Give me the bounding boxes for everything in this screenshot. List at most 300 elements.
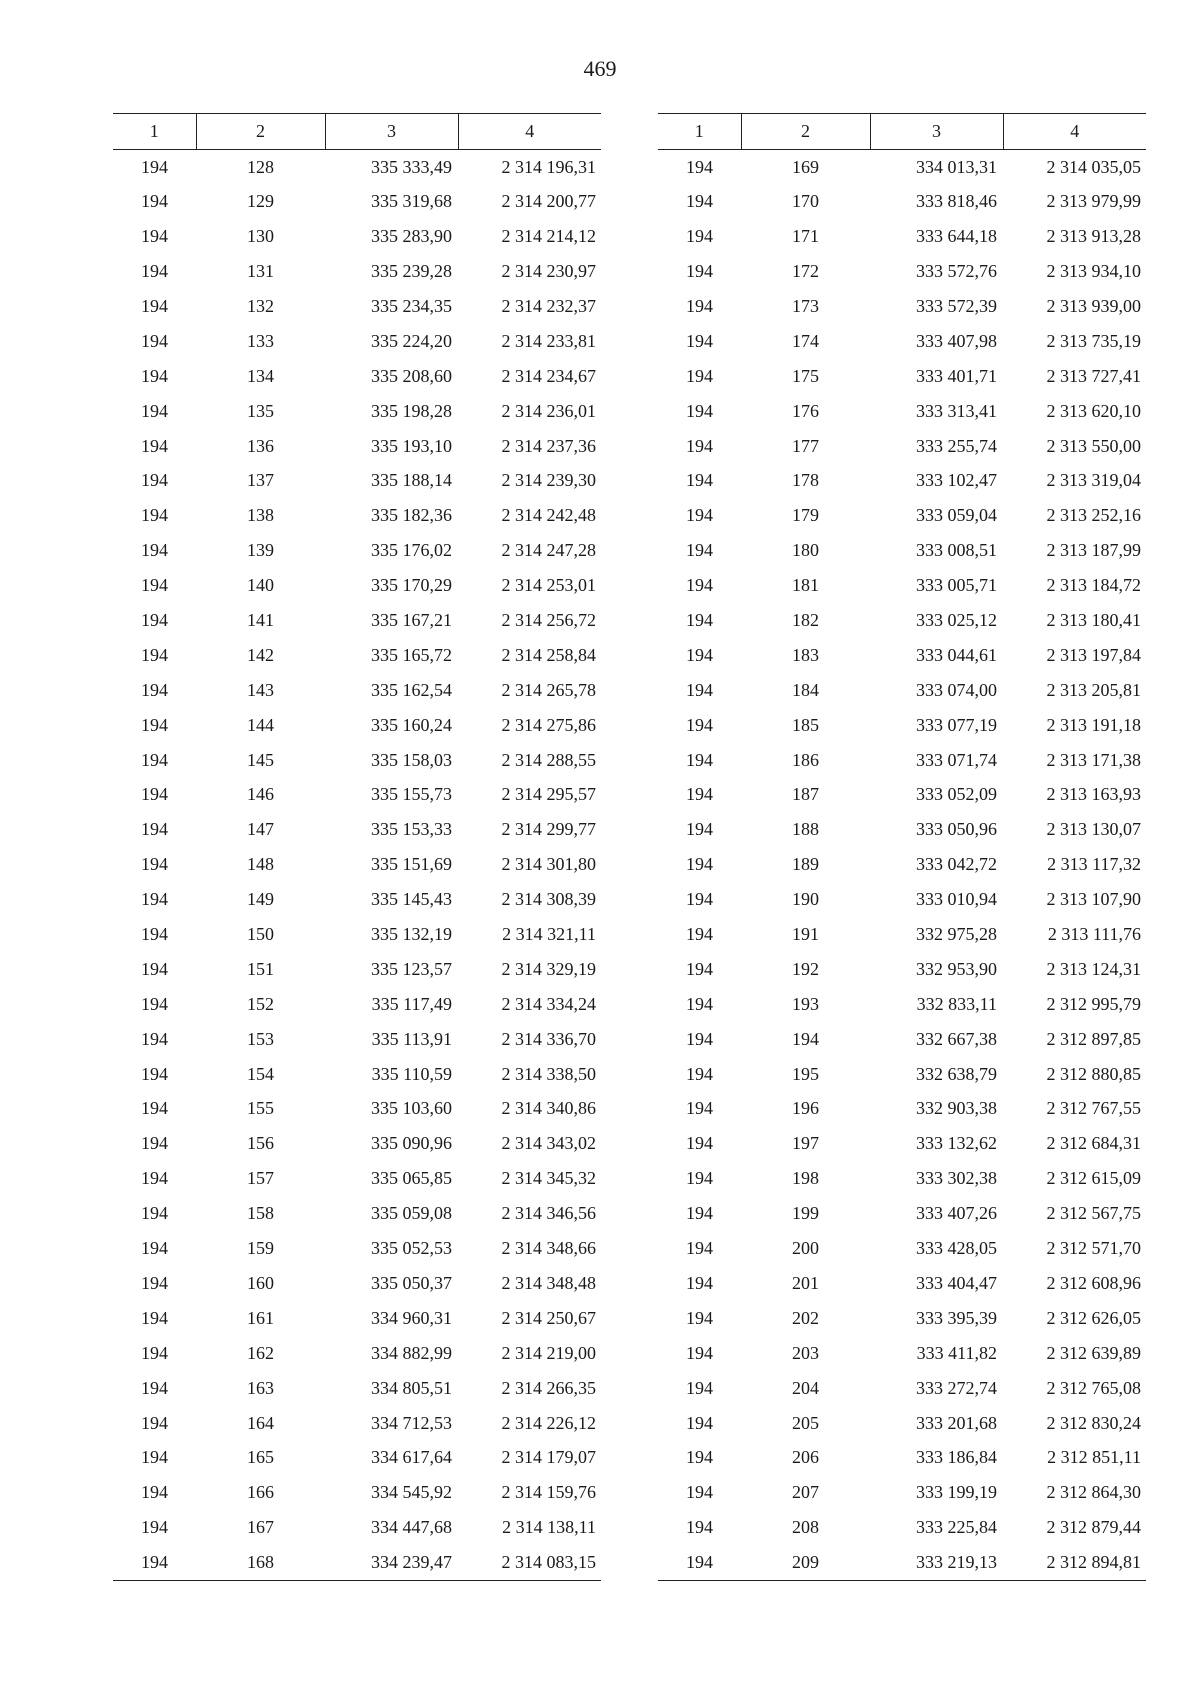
coordinate-x-cell: 333 074,00	[916, 679, 997, 700]
table-row	[113, 1475, 601, 1510]
coordinate-y-cell: 2 312 830,24	[1046, 1412, 1141, 1433]
point-group-cell: 194	[686, 1098, 713, 1119]
table-row	[658, 1231, 1146, 1266]
point-group-cell: 194	[141, 505, 168, 526]
point-group-cell: 194	[686, 610, 713, 631]
column-header: 1	[658, 114, 741, 150]
coordinate-x-cell: 333 272,74	[916, 1377, 997, 1398]
table-row	[658, 1475, 1146, 1510]
table-row	[658, 1057, 1146, 1092]
coordinate-x-cell: 333 404,47	[916, 1272, 997, 1293]
point-group-cell: 194	[141, 644, 168, 665]
coordinate-x-cell: 333 071,74	[916, 749, 997, 770]
table-row	[658, 638, 1146, 673]
coordinate-x-cell: 335 050,37	[371, 1272, 452, 1293]
point-number-cell: 172	[792, 261, 819, 282]
point-group-cell: 194	[141, 365, 168, 386]
coordinate-x-cell: 332 667,38	[916, 1028, 997, 1049]
point-number-cell: 203	[792, 1342, 819, 1363]
coordinate-x-cell: 335 170,29	[371, 575, 452, 596]
point-group-cell: 194	[141, 1063, 168, 1084]
column-header: 2	[741, 114, 870, 150]
point-group-cell: 194	[686, 575, 713, 596]
table-row	[113, 1301, 601, 1336]
coordinate-y-cell: 2 314 256,72	[501, 610, 596, 631]
point-number-cell: 204	[792, 1377, 819, 1398]
point-number-cell: 177	[792, 435, 819, 456]
point-number-cell: 164	[247, 1412, 274, 1433]
table-row	[113, 917, 601, 952]
table-row	[658, 1301, 1146, 1336]
table-row	[113, 1161, 601, 1196]
point-group-cell: 194	[141, 470, 168, 491]
coordinate-x-cell: 335 208,60	[371, 365, 452, 386]
coordinate-y-cell: 2 314 343,02	[501, 1133, 596, 1154]
point-group-cell: 194	[141, 679, 168, 700]
coordinate-y-cell: 2 313 124,31	[1046, 958, 1141, 979]
coordinate-x-cell: 333 395,39	[916, 1307, 997, 1328]
point-group-cell: 194	[141, 156, 168, 177]
coordinate-x-cell: 335 132,19	[371, 924, 452, 945]
point-number-cell: 174	[792, 330, 819, 351]
coordinate-y-cell: 2 313 171,38	[1046, 749, 1141, 770]
table-row	[658, 464, 1146, 499]
coordinate-x-cell: 332 975,28	[916, 924, 997, 945]
table-row	[113, 254, 601, 289]
coordinate-y-cell: 2 312 639,89	[1046, 1342, 1141, 1363]
table-row	[658, 917, 1146, 952]
coordinate-x-cell: 333 025,12	[916, 610, 997, 631]
point-group-cell: 194	[686, 505, 713, 526]
point-group-cell: 194	[686, 819, 713, 840]
coordinate-x-cell: 333 008,51	[916, 540, 997, 561]
point-group-cell: 194	[141, 1482, 168, 1503]
point-group-cell: 194	[141, 1412, 168, 1433]
coordinate-y-cell: 2 314 329,19	[501, 958, 596, 979]
table-row	[658, 359, 1146, 394]
coordinate-x-cell: 335 193,10	[371, 435, 452, 456]
point-number-cell: 179	[792, 505, 819, 526]
coordinate-y-cell: 2 314 234,67	[501, 365, 596, 386]
column-header: 1	[113, 114, 196, 150]
point-number-cell: 136	[247, 435, 274, 456]
coordinate-y-cell: 2 314 266,35	[501, 1377, 596, 1398]
point-number-cell: 190	[792, 889, 819, 910]
point-number-cell: 180	[792, 540, 819, 561]
coordinate-y-cell: 2 314 230,97	[501, 261, 596, 282]
column-header: 2	[196, 114, 325, 150]
coordinate-y-cell: 2 314 334,24	[501, 993, 596, 1014]
point-number-cell: 145	[247, 749, 274, 770]
point-number-cell: 165	[247, 1447, 274, 1468]
table-row	[658, 673, 1146, 708]
point-number-cell: 162	[247, 1342, 274, 1363]
table-row	[113, 1022, 601, 1057]
coordinate-y-cell: 2 313 180,41	[1046, 610, 1141, 631]
point-group-cell: 194	[686, 296, 713, 316]
coordinate-y-cell: 2 314 275,86	[501, 714, 596, 735]
point-group-cell: 194	[141, 1203, 168, 1224]
point-group-cell: 194	[141, 993, 168, 1014]
table-row	[113, 219, 601, 254]
coordinate-y-cell: 2 314 035,05	[1046, 156, 1141, 177]
coordinate-y-cell: 2 314 242,48	[501, 505, 596, 526]
table-row	[658, 1196, 1146, 1231]
coordinate-x-cell: 335 153,33	[371, 819, 452, 840]
coordinate-y-cell: 2 312 897,85	[1046, 1028, 1141, 1049]
table-row	[658, 429, 1146, 464]
coordinate-x-cell: 333 572,76	[916, 261, 997, 282]
table-row	[658, 533, 1146, 568]
coordinate-x-cell: 333 407,98	[916, 330, 997, 351]
point-number-cell: 187	[792, 784, 819, 805]
point-number-cell: 163	[247, 1377, 274, 1398]
coordinate-y-cell: 2 314 250,67	[501, 1307, 596, 1328]
point-group-cell: 194	[686, 191, 713, 212]
point-group-cell: 194	[141, 330, 168, 351]
point-number-cell: 153	[247, 1028, 274, 1049]
point-group-cell: 194	[686, 1307, 713, 1328]
coordinate-x-cell: 332 833,11	[916, 993, 997, 1014]
point-group-cell: 194	[141, 784, 168, 805]
coordinate-y-cell: 2 314 138,11	[502, 1517, 596, 1538]
point-number-cell: 209	[741, 1545, 870, 1580]
point-number-cell: 151	[247, 958, 274, 979]
table-row	[113, 359, 601, 394]
point-group-cell: 194	[141, 226, 168, 247]
point-number-cell: 178	[792, 470, 819, 491]
point-group-cell: 194	[141, 191, 168, 212]
coordinate-x-cell: 335 117,49	[371, 993, 452, 1014]
point-number-cell: 188	[792, 819, 819, 840]
column-header: 4	[1003, 114, 1146, 150]
point-group-cell: 194	[686, 156, 713, 177]
table-body	[658, 150, 1146, 1581]
coordinate-y-cell: 2 312 880,85	[1046, 1063, 1141, 1084]
point-group-cell: 194	[686, 644, 713, 665]
coordinate-y-cell: 2 314 233,81	[501, 330, 596, 351]
coordinate-y-cell: 2 313 550,00	[1046, 435, 1141, 456]
point-group-cell: 194	[686, 365, 713, 386]
coordinate-x-cell: 333 042,72	[916, 854, 997, 875]
coordinate-y-cell: 2 314 258,84	[501, 644, 596, 665]
coordinate-y-cell: 2 314 083,15	[458, 1545, 601, 1580]
table-row	[658, 1545, 1146, 1580]
table-row	[113, 464, 601, 499]
coordinate-y-cell: 2 314 179,07	[501, 1447, 596, 1468]
point-group-cell: 194	[686, 1133, 713, 1154]
coordinate-y-cell: 2 313 184,72	[1046, 575, 1141, 596]
table-row	[113, 952, 601, 987]
coordinate-y-cell: 2 312 615,09	[1046, 1168, 1141, 1189]
table-row	[658, 219, 1146, 254]
table-row	[113, 1231, 601, 1266]
point-number-cell: 129	[247, 191, 274, 212]
coordinate-y-cell: 2 314 226,12	[501, 1412, 596, 1433]
point-number-cell: 134	[247, 365, 274, 386]
point-group-cell: 194	[141, 1377, 168, 1398]
table-row	[113, 1126, 601, 1161]
point-number-cell: 208	[792, 1517, 819, 1538]
coordinate-y-cell: 2 313 934,10	[1046, 261, 1141, 282]
coordinate-x-cell: 333 644,18	[916, 226, 997, 247]
coordinate-x-cell: 334 545,92	[371, 1482, 452, 1503]
table-row	[113, 847, 601, 882]
coordinate-y-cell: 2 314 308,39	[501, 889, 596, 910]
point-group-cell: 194	[141, 1342, 168, 1363]
point-number-cell: 161	[247, 1307, 274, 1328]
point-number-cell: 193	[792, 993, 819, 1014]
point-group-cell: 194	[686, 1272, 713, 1293]
table-row	[113, 708, 601, 743]
point-group-cell: 194	[141, 400, 168, 421]
point-number-cell: 166	[247, 1482, 274, 1503]
table-row	[113, 498, 601, 533]
table-body	[113, 150, 601, 1581]
coordinate-x-cell: 335 090,96	[371, 1133, 452, 1154]
coordinate-x-cell: 335 165,72	[371, 644, 452, 665]
point-group-cell: 194	[686, 1342, 713, 1363]
point-group-cell: 194	[141, 854, 168, 875]
coordinate-x-cell: 335 283,90	[371, 226, 452, 247]
point-number-cell: 171	[792, 226, 819, 247]
point-number-cell: 140	[247, 575, 274, 596]
point-number-cell: 201	[792, 1272, 819, 1293]
point-number-cell: 195	[792, 1063, 819, 1084]
point-number-cell: 198	[792, 1168, 819, 1189]
coordinate-x-cell: 333 050,96	[916, 819, 997, 840]
table-row	[658, 1092, 1146, 1127]
table-row	[658, 603, 1146, 638]
point-group-cell: 194	[141, 749, 168, 770]
coordinate-y-cell: 2 313 130,07	[1046, 819, 1141, 840]
coordinate-y-cell: 2 314 200,77	[501, 191, 596, 212]
point-group-cell: 194	[686, 330, 713, 351]
point-number-cell: 197	[792, 1133, 819, 1154]
coordinate-y-cell: 2 313 117,32	[1047, 854, 1141, 875]
point-number-cell: 146	[247, 784, 274, 805]
point-group-cell: 194	[686, 1412, 713, 1433]
table-row	[113, 150, 601, 185]
point-group-cell: 194	[141, 610, 168, 631]
point-group-cell: 194	[686, 1063, 713, 1084]
coordinate-x-cell: 335 155,73	[371, 784, 452, 805]
point-number-cell: 181	[792, 575, 819, 596]
point-group-cell: 194	[686, 784, 713, 805]
coordinate-x-cell: 335 158,03	[371, 749, 452, 770]
table-row	[658, 394, 1146, 429]
point-group-cell: 194	[686, 854, 713, 875]
point-group-cell: 194	[686, 1377, 713, 1398]
table-row	[113, 1196, 601, 1231]
coordinate-x-cell: 333 077,19	[916, 714, 997, 735]
coordinate-x-cell: 334 447,68	[371, 1517, 452, 1538]
coordinate-y-cell: 2 312 684,31	[1046, 1133, 1141, 1154]
table-row	[113, 1545, 601, 1580]
point-group-cell: 194	[141, 924, 168, 945]
coordinate-y-cell: 2 314 295,57	[501, 784, 596, 805]
point-group-cell: 194	[141, 1168, 168, 1189]
point-group-cell: 194	[141, 540, 168, 561]
coordinate-y-cell: 2 313 197,84	[1046, 644, 1141, 665]
table-row	[658, 289, 1146, 324]
table-row	[113, 394, 601, 429]
coordinate-x-cell: 332 953,90	[916, 958, 997, 979]
table-row	[113, 533, 601, 568]
point-group-cell: 194	[141, 1307, 168, 1328]
table-row	[113, 812, 601, 847]
point-number-cell: 160	[247, 1272, 274, 1293]
point-number-cell: 144	[247, 714, 274, 735]
column-header: 3	[325, 114, 458, 150]
table-row	[658, 1161, 1146, 1196]
point-number-cell: 159	[247, 1238, 274, 1259]
point-number-cell: 167	[247, 1517, 274, 1538]
point-group-cell: 194	[686, 958, 713, 979]
coordinate-y-cell: 2 312 608,96	[1046, 1272, 1141, 1293]
coordinates-table-right	[658, 113, 1146, 1581]
point-group-cell: 194	[141, 1517, 168, 1538]
table-header-row	[113, 114, 601, 150]
point-group-cell: 194	[141, 296, 168, 316]
point-number-cell: 130	[247, 226, 274, 247]
point-number-cell: 139	[247, 540, 274, 561]
coordinate-y-cell: 2 313 735,19	[1046, 330, 1141, 351]
point-group-cell: 194	[141, 1133, 168, 1154]
table-row	[113, 324, 601, 359]
point-group-cell: 194	[141, 1098, 168, 1119]
coordinate-y-cell: 2 313 111,76	[1047, 924, 1141, 945]
point-number-cell: 207	[792, 1482, 819, 1503]
coordinate-x-cell: 334 712,53	[371, 1412, 452, 1433]
point-number-cell: 183	[792, 644, 819, 665]
coordinate-x-cell: 335 162,54	[371, 679, 452, 700]
point-number-cell: 189	[792, 854, 819, 875]
point-number-cell: 131	[247, 261, 274, 282]
table-row	[658, 743, 1146, 778]
point-group-cell: 194	[141, 435, 168, 456]
point-number-cell: 158	[247, 1203, 274, 1224]
point-number-cell: 138	[247, 505, 274, 526]
point-group-cell: 194	[686, 1238, 713, 1259]
table-row	[113, 289, 601, 324]
table-row	[113, 1440, 601, 1475]
coordinate-y-cell: 2 312 571,70	[1046, 1238, 1141, 1259]
coordinate-x-cell: 335 113,91	[371, 1028, 452, 1049]
table-row	[113, 987, 601, 1022]
column-header: 3	[870, 114, 1003, 150]
point-group-cell: 194	[686, 1447, 713, 1468]
column-header: 4	[458, 114, 601, 150]
table-row	[113, 638, 601, 673]
point-number-cell: 148	[247, 854, 274, 875]
coordinate-x-cell: 335 059,08	[371, 1203, 452, 1224]
coordinate-x-cell: 335 145,43	[371, 889, 452, 910]
table-row	[658, 847, 1146, 882]
point-group-cell: 194	[141, 819, 168, 840]
point-group-cell: 194	[686, 1028, 713, 1049]
coordinate-x-cell: 333 428,05	[916, 1238, 997, 1259]
table-row	[658, 812, 1146, 847]
point-number-cell: 132	[247, 296, 274, 316]
table-row	[113, 778, 601, 813]
table-row	[658, 150, 1146, 185]
point-group-cell: 194	[141, 1238, 168, 1259]
coordinate-x-cell: 335 239,28	[371, 261, 452, 282]
point-group-cell: 194	[686, 400, 713, 421]
coordinate-x-cell: 335 103,60	[371, 1098, 452, 1119]
coordinate-y-cell: 2 313 727,41	[1046, 365, 1141, 386]
page-number: 469	[583, 56, 617, 81]
coordinate-y-cell: 2 312 995,79	[1046, 993, 1141, 1014]
coordinate-y-cell: 2 314 345,32	[501, 1168, 596, 1189]
table-row	[658, 882, 1146, 917]
coordinate-y-cell: 2 314 340,86	[501, 1098, 596, 1119]
table-row	[113, 1092, 601, 1127]
point-group-cell: 194	[141, 1272, 168, 1293]
point-group-cell: 194	[686, 1168, 713, 1189]
point-number-cell: 133	[247, 330, 274, 351]
table-row	[113, 1371, 601, 1406]
coordinate-x-cell: 333 818,46	[916, 191, 997, 212]
point-group-cell: 194	[686, 889, 713, 910]
point-number-cell: 156	[247, 1133, 274, 1154]
point-number-cell: 152	[247, 993, 274, 1014]
coordinate-x-cell: 333 572,39	[916, 296, 997, 316]
table-row	[658, 254, 1146, 289]
coordinate-y-cell: 2 314 239,30	[501, 470, 596, 491]
point-group-cell: 194	[686, 226, 713, 247]
point-group-cell: 194	[686, 261, 713, 282]
table-row	[113, 603, 601, 638]
point-number-cell: 205	[792, 1412, 819, 1433]
coordinate-y-cell: 2 314 232,37	[501, 296, 596, 316]
point-group-cell: 194	[686, 1517, 713, 1538]
table-row	[113, 568, 601, 603]
coordinates-table-left	[113, 113, 601, 1581]
point-number-cell: 143	[247, 679, 274, 700]
point-number-cell: 170	[792, 191, 819, 212]
point-group-cell: 194	[686, 714, 713, 735]
coordinate-y-cell: 2 312 626,05	[1046, 1307, 1141, 1328]
table-row	[658, 1266, 1146, 1301]
point-group-cell: 194	[141, 575, 168, 596]
coordinate-x-cell: 332 903,38	[916, 1098, 997, 1119]
point-number-cell: 192	[792, 958, 819, 979]
table-row	[658, 1510, 1146, 1545]
coordinate-x-cell: 335 110,59	[371, 1063, 452, 1084]
table-row	[113, 1057, 601, 1092]
coordinate-y-cell: 2 314 288,55	[501, 749, 596, 770]
coordinate-y-cell: 2 312 864,30	[1046, 1482, 1141, 1503]
point-number-cell: 182	[792, 610, 819, 631]
coordinate-y-cell: 2 314 348,48	[501, 1272, 596, 1293]
coordinate-x-cell: 333 302,38	[916, 1168, 997, 1189]
coordinate-x-cell: 332 638,79	[916, 1063, 997, 1084]
coordinate-y-cell: 2 313 939,00	[1046, 296, 1141, 316]
coordinate-y-cell: 2 313 191,18	[1046, 714, 1141, 735]
coordinate-y-cell: 2 313 620,10	[1046, 400, 1141, 421]
coordinate-y-cell: 2 314 338,50	[501, 1063, 596, 1084]
coordinate-x-cell: 333 225,84	[916, 1517, 997, 1538]
point-number-cell: 157	[247, 1168, 274, 1189]
coordinate-y-cell: 2 314 336,70	[501, 1028, 596, 1049]
coordinate-y-cell: 2 312 765,08	[1046, 1377, 1141, 1398]
table-row	[113, 184, 601, 219]
coordinate-y-cell: 2 313 205,81	[1046, 679, 1141, 700]
point-group-cell: 194	[141, 1028, 168, 1049]
point-group-cell: 194	[686, 540, 713, 561]
